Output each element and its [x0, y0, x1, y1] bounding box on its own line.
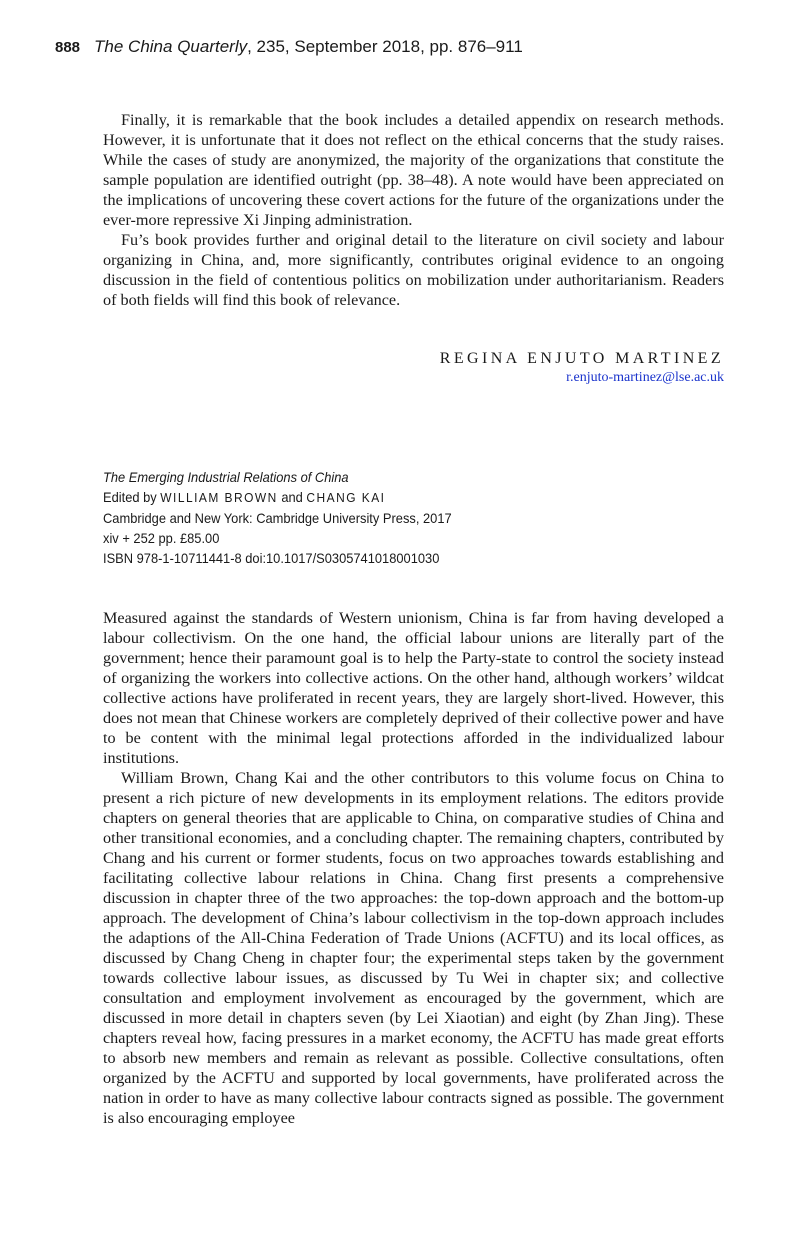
book-title: The Emerging Industrial Relations of China [103, 469, 349, 485]
review-1-paragraph-1: Finally, it is remarkable that the book includes a detailed appendix on research methods. However, it is unfortunate that it does not reflect on the ethical concerns that the study raises. While the cases of study are anonymized, the majority of the organizations that constitute the sample population are identified outright (pp. 38–48). A note would have been appreciated on the implications of uncovering these covert actions for the future of the organizations under the ever-more repressive Xi Jinping administration. [103, 111, 724, 229]
journal-citation: , 235, September 2018, pp. 876–911 [247, 37, 523, 56]
review-1-paragraph-2: Fu’s book provides further and original detail to the literature on civil society and labour organizing in China, and, more significantly, contributes original evidence to an ongoing discussion in the field of contentious politics on mobilization under authoritarianism. Readers of both fields will find this book of relevance. [103, 231, 724, 309]
review-2-paragraph-1: Measured against the standards of Western unionism, China is far from having developed a labour collectivism. On the one hand, the official labour unions are literally part of the government; hence their paramount goal is to help the Party-state to control the society instead of organizing the workers into collective actions. On the other hand, although workers’ wildcat collective actions have proliferated in recent years, they are largely short-lived. However, this does not mean that Chinese workers are completely deprived of their collective power and have to be content with the minimal legal protections afforded in the individualized labour institutions. [103, 609, 724, 767]
page-number: 888 [55, 39, 81, 56]
book-editors [103, 487, 452, 508]
book-isbn-doi: ISBN 978-1-10711441-8 doi:10.1017/S0305741018001030 [103, 550, 440, 566]
book-pages-price: xiv + 252 pp. £85.00 [103, 530, 220, 546]
reviewer-name: REGINA ENJUTO MARTINEZ [439, 350, 724, 367]
editor-conjunction: and [277, 489, 307, 505]
review-1-body [103, 110, 724, 310]
book-publisher: Cambridge and New York: Cambridge University Press, 2017 [103, 510, 452, 526]
journal-title: The China Quarterly [94, 37, 248, 56]
review-2-body [103, 608, 724, 1128]
reviewer-email-link[interactable]: r.enjuto-martinez@lse.ac.uk [566, 370, 724, 385]
review-2-paragraph-2: William Brown, Chang Kai and the other contributors to this volume focus on China to present a rich picture of new developments in its employment relations. The editors provide chapters on general theories that are applicable to China, on comparative studies of China and other transitional economies, and a concluding chapter. The remaining chapters, contributed by Chang and his current or former students, focus on two approaches towards establishing and facilitating collective labour relations in China. Chang first presents a comprehensive discussion in chapter three of the two approaches: the top-down approach and the bottom-up approach. The development of China’s labour collectivism in the top-down approach includes the adaptions of the All-China Federation of Trade Unions (ACFTU) and its local offices, as discussed by Chang Cheng in chapter four; the experimental steps taken by the government towards collective labour issues, as discussed by Tu Wei in chapter six; and collective consultation and employment involvement as encouraged by the government, which are discussed in more detail in chapters seven (by Lei Xiaotian) and eight (by Zhan Jing). These chapters reveal how, facing pressures in a market economy, the ACFTU has made great efforts to absorb new members and remain as relevant as possible. Collective consultations, often organized by the ACFTU and supported by local governments, have proliferated across the nation in order to have as many collective labour contracts signed as possible. The government is also encouraging employee [103, 769, 724, 1127]
book-info-block [103, 467, 452, 568]
editor-name: CHANG KAI [306, 490, 386, 505]
edited-by-label: Edited by [103, 489, 161, 505]
running-header [55, 37, 755, 57]
editor-name: WILLIAM BROWN [160, 490, 278, 505]
reviewer-signature [440, 350, 724, 386]
